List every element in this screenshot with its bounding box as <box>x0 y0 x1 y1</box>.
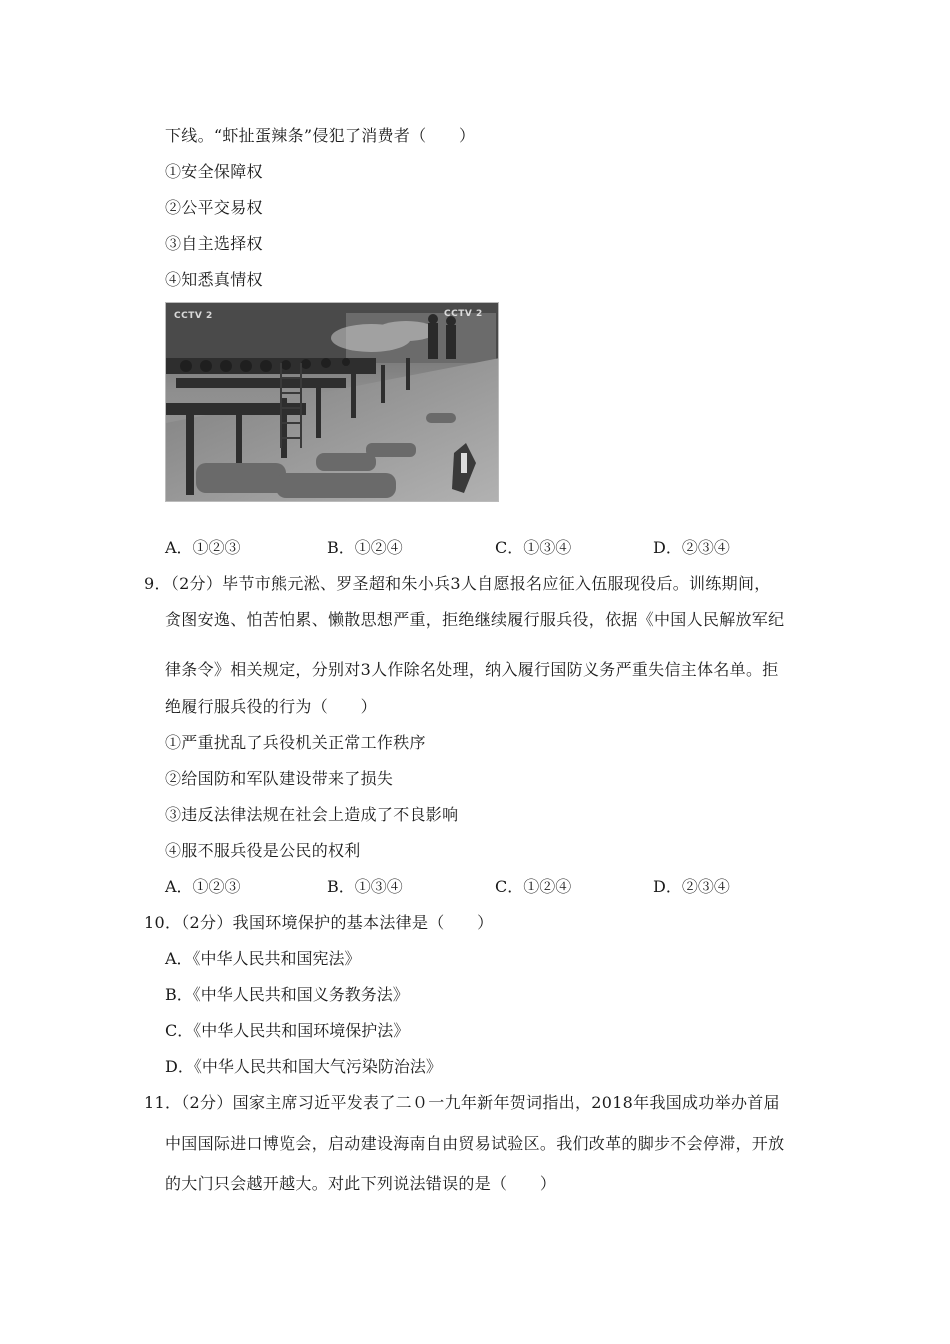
q10-option-c: C．《中华人民共和国环境保护法》 <box>165 1021 410 1040</box>
q8-stem-tail: 下线。“虾扯蛋辣条”侵犯了消费者（ ） <box>165 126 476 145</box>
q8-option-b: B．①②④ <box>327 538 403 557</box>
q11-stem-line-3: 的大门只会越开越大。对此下列说法错误的是（ ） <box>165 1174 557 1193</box>
cctv-logo: CCTV 2 <box>174 311 213 321</box>
cctv-logo-watermark: CCTV 2 <box>444 309 483 319</box>
q10-option-b: B．《中华人民共和国义务教务法》 <box>165 985 409 1004</box>
factory-photo <box>165 302 499 502</box>
q9-stem-line-2: 贪图安逸、怕苦怕累、懒散思想严重，拒绝继续履行服兵役，依据《中国人民解放军纪 <box>165 610 785 629</box>
q11-stem-line-2: 中国国际进口博览会，启动建设海南自由贸易试验区。我们改革的脚步不会停滞，开放 <box>165 1134 785 1153</box>
q9-item-2: ②给国防和军队建设带来了损失 <box>165 769 394 788</box>
q9-option-b: B．①③④ <box>327 877 403 896</box>
q10-option-d: D．《中华人民共和国大气污染防治法》 <box>165 1057 442 1076</box>
q8-option-a: A．①②③ <box>165 538 241 557</box>
q9-stem-line-4: 绝履行服兵役的行为（ ） <box>165 697 377 716</box>
q9-option-c: C．①②④ <box>495 877 572 896</box>
q8-item-1: ①安全保障权 <box>165 162 263 181</box>
q8-option-d: D．②③④ <box>653 538 730 557</box>
q9-option-a: A．①②③ <box>165 877 241 896</box>
q9-stem-line-1: 9．（2分）毕节市熊元淞、罗圣超和朱小兵3人自愿报名应征入伍服现役后。训练期间， <box>144 574 771 593</box>
factory-photo-illustration <box>166 303 499 502</box>
q9-item-4: ④服不服兵役是公民的权利 <box>165 841 361 860</box>
q8-item-2: ②公平交易权 <box>165 198 263 217</box>
q8-item-4: ④知悉真情权 <box>165 270 263 289</box>
q10-stem: 10．（2分）我国环境保护的基本法律是（ ） <box>144 913 494 932</box>
q9-item-3: ③违反法律法规在社会上造成了不良影响 <box>165 805 459 824</box>
q9-stem-line-3: 律条令》相关规定，分别对3人作除名处理，纳入履行国防义务严重失信主体名单。拒 <box>165 660 779 679</box>
q8-option-c: C．①③④ <box>495 538 572 557</box>
q9-option-d: D．②③④ <box>653 877 730 896</box>
q10-option-a: A．《中华人民共和国宪法》 <box>165 949 361 968</box>
q11-stem-line-1: 11．（2分）国家主席习近平发表了二０一九年新年贺词指出，2018年我国成功举办首届 <box>144 1093 780 1112</box>
q9-item-1: ①严重扰乱了兵役机关正常工作秩序 <box>165 733 426 752</box>
q8-item-3: ③自主选择权 <box>165 234 263 253</box>
